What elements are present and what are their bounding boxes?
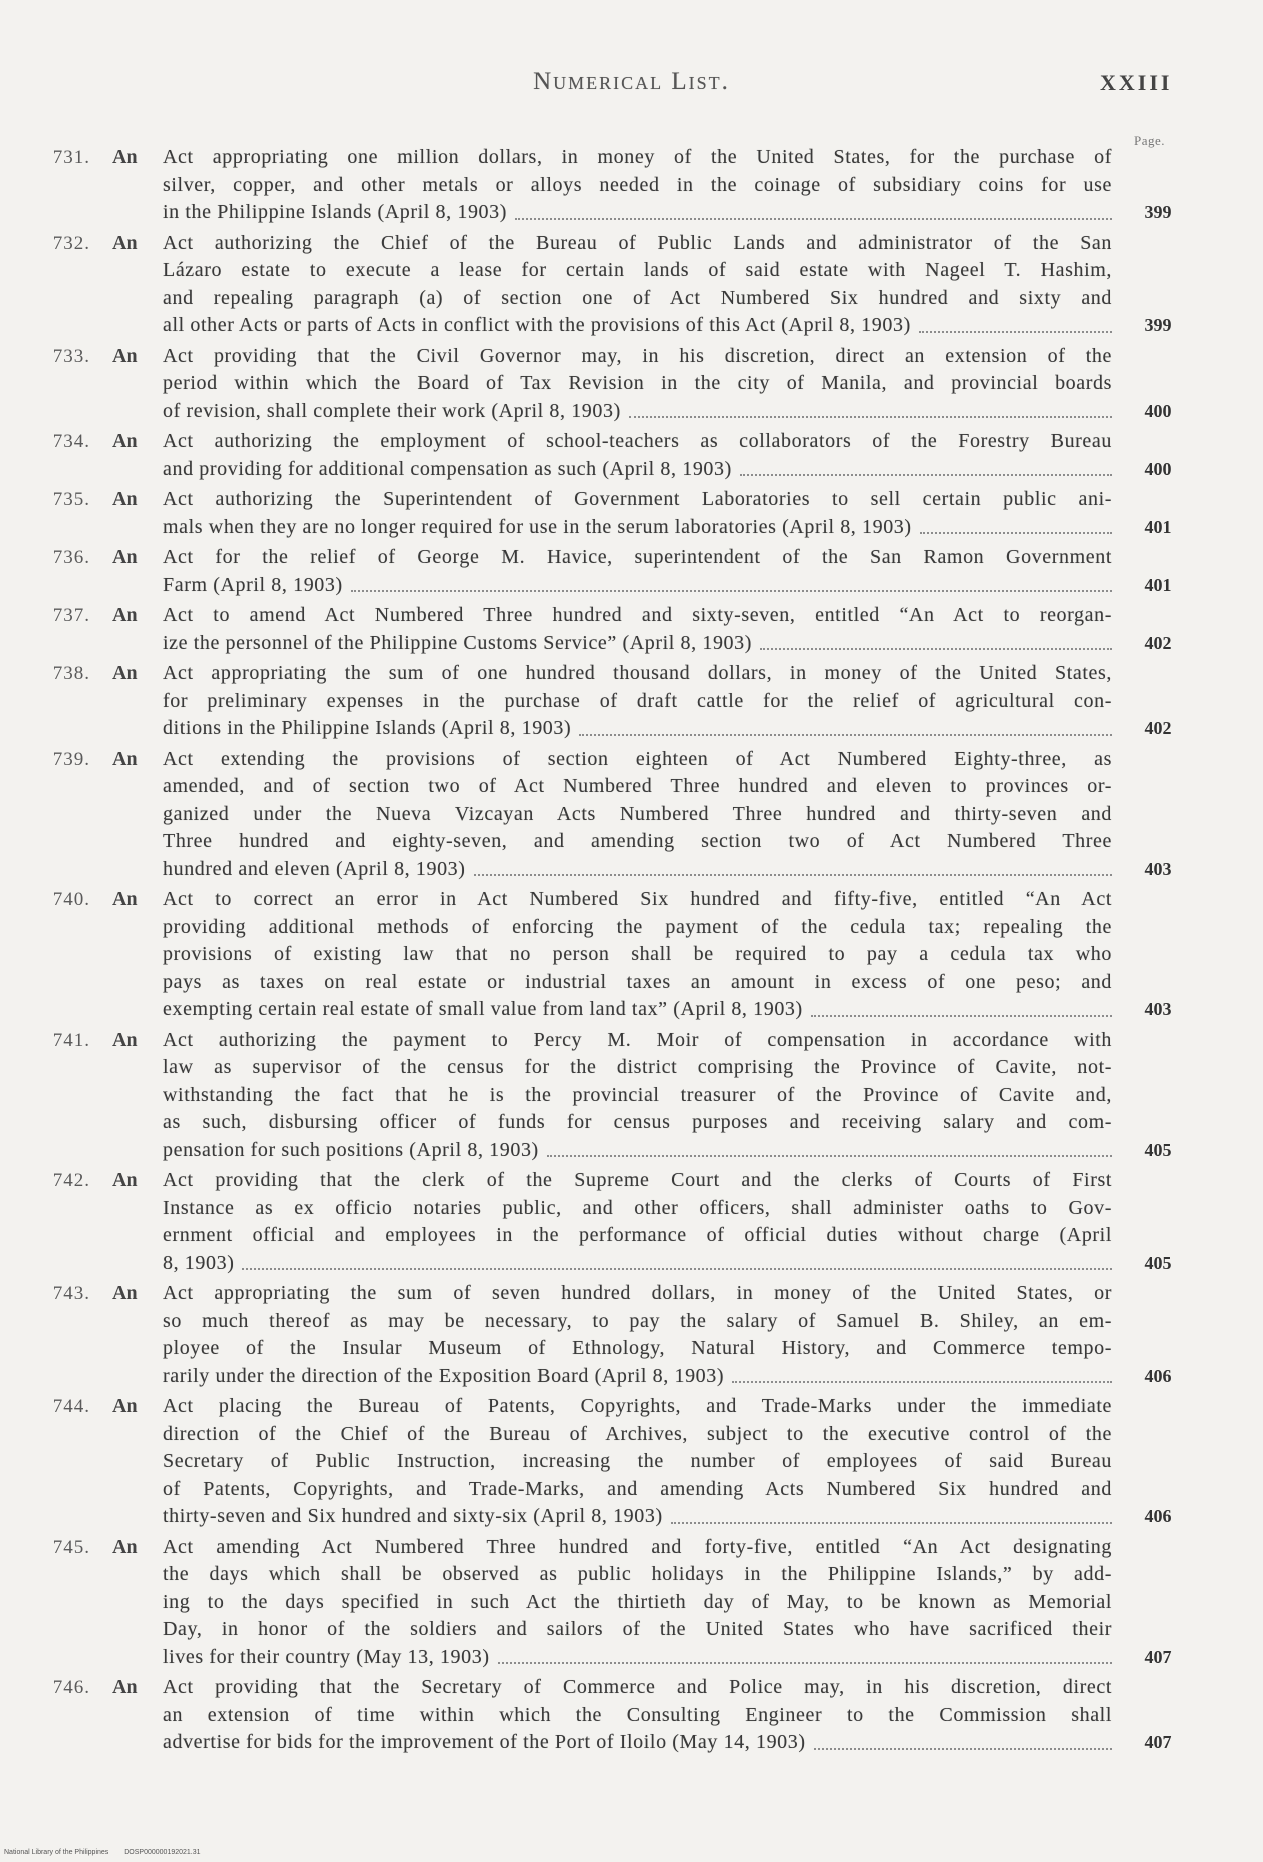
dot-leader [498,1662,1112,1664]
act-text-line: so much thereof as may be necessary, to pay the salary of Samuel B. Shiley, an em- [163,1309,1112,1332]
act-text-line: pensation for such positions (April 8, 1903) [163,1138,539,1161]
act-number: 742. [52,1170,90,1191]
act-lead-word: An [112,888,138,910]
dot-leader [351,590,1112,592]
act-text-line: silver, copper, and other metals or alloys needed in the coinage of subsidiary coins for use [163,173,1112,196]
running-head-title: Numerical List. [533,68,730,95]
act-lead-word: An [112,146,138,168]
act-number: 741. [52,1029,90,1051]
act-number: 737. [52,605,90,626]
act-number: 736. [52,547,90,568]
dot-leader [547,1155,1112,1157]
act-text-line: thirty-seven and Six hundred and sixty-six (April 8, 1903) [163,1505,663,1527]
page-number: 407 [1144,1646,1172,1667]
act-text-line: Act for the relief of George M. Havice, superintendent of the San Ramon Government [163,546,1112,568]
dot-leader [920,532,1112,534]
act-text-line: and providing for additional compensation as such (April 8, 1903) [163,457,732,480]
act-text-line: Act amending Act Numbered Three hundred and forty-five, entitled “An Act designating [163,1535,1112,1558]
act-last-line [163,715,1112,743]
act-text-line: ployee of the Insular Museum of Ethnology, Natural History, and Commerce tempo- [163,1337,1112,1359]
act-last-line [163,856,1112,884]
act-last-line [163,1644,1112,1672]
page-number: 402 [1144,632,1172,653]
page-number: 402 [1144,718,1172,738]
page-number: 405 [1144,1139,1172,1160]
dot-leader [732,1381,1112,1383]
act-entry [0,144,1172,227]
act-text-line: Act authorizing the Chief of the Bureau of Public Lands and administrator of the San [163,231,1112,254]
page-number: 400 [1144,400,1172,421]
act-description [163,1280,1112,1390]
act-number: 746. [52,1677,90,1698]
act-text-line: Instance as ex officio notaries public, and other officers, shall administer oaths to Gov- [163,1196,1112,1219]
library-credit: National Library of the Philippines [4,1849,109,1856]
act-number: 738. [52,663,90,684]
act-text-line: Act authorizing the payment to Percy M. Moir of compensation in accordance with [163,1028,1112,1051]
act-description [163,1167,1112,1277]
dot-leader [740,474,1112,476]
act-text-line: hundred and eleven (April 8, 1903) [163,857,466,880]
act-description [163,230,1112,340]
dot-leader [919,331,1112,333]
act-text-line: Lázaro estate to execute a lease for certain lands of said estate with Nageel T. Hashim, [163,259,1112,281]
act-description [163,1534,1112,1672]
act-entry [0,746,1172,884]
act-description [163,1674,1112,1757]
act-text-line: ernment official and employees in the performance of official duties without charge (April [163,1224,1112,1246]
act-text-line: mals when they are no longer required for use in the serum laboratories (April 8, 1903) [163,515,912,538]
act-text-line: Act to correct an error in Act Numbered Six hundred and fifty-five, entitled “An Act [163,888,1112,910]
act-lead-word: An [112,1676,138,1698]
act-number: 740. [52,889,90,910]
act-text-line: Three hundred and eighty-seven, and amending section two of Act Numbered Three [163,830,1112,852]
act-last-line [163,630,1112,658]
act-text-line: withstanding the fact that he is the provincial treasurer of the Province of Cavite and, [163,1083,1112,1106]
act-description [163,1393,1112,1531]
dot-leader [671,1522,1112,1524]
dot-leader [515,218,1112,220]
act-last-line [163,514,1112,542]
act-description [163,886,1112,1024]
act-last-line [163,199,1112,227]
dot-leader [242,1268,1112,1270]
act-text-line: rarily under the direction of the Exposition Board (April 8, 1903) [163,1364,725,1387]
page-number: 401 [1144,574,1172,595]
act-description [163,1027,1112,1165]
act-text-line: provisions of existing law that no person shall be required to pay a cedula tax who [163,943,1112,965]
act-text-line: 8, 1903) [163,1251,235,1274]
act-last-line [163,1250,1112,1278]
act-text-line: of Patents, Copyrights, and Trade-Marks, and amending Acts Numbered Six hundred and [163,1477,1112,1500]
act-number: 732. [52,232,90,254]
page-number: 401 [1144,516,1172,537]
act-lead-word: An [112,604,138,626]
act-description [163,746,1112,884]
act-text-line: amended, and of section two of Act Numbered Three hundred and eleven to provinces or- [163,775,1112,797]
act-text-line: Act providing that the clerk of the Supreme Court and the clerks of Courts of First [163,1169,1112,1191]
act-number: 735. [52,489,90,510]
scan-footer [4,1849,201,1856]
act-text-line: ize the personnel of the Philippine Customs Service” (April 8, 1903) [163,631,753,654]
page-number: 406 [1144,1365,1172,1386]
act-entry [0,544,1172,599]
act-number: 743. [52,1283,90,1304]
act-lead-word: An [112,546,138,568]
act-text-line: the days which shall be observed as public holidays in the Philippine Islands,” by add- [163,1563,1112,1585]
act-number: 731. [52,147,90,168]
act-description [163,486,1112,541]
page-number: 399 [1144,202,1172,222]
act-text-line: Act appropriating the sum of seven hundred dollars, in money of the United States, or [163,1282,1112,1304]
act-text-line: Act appropriating one million dollars, in money of the United States, for the purchase of [163,146,1112,168]
act-text-line: Act authorizing the employment of school-teachers as collaborators of the Forestry Bureau [163,430,1112,452]
act-text-line: ganized under the Nueva Vizcayan Acts Numbered Three hundred and thirty-seven and [163,802,1112,825]
page-number: 403 [1144,858,1172,879]
act-text-line: Act placing the Bureau of Patents, Copyrights, and Trade-Marks under the immediate [163,1395,1112,1417]
act-text-line: for preliminary expenses in the purchase of draft cattle for the relief of agricultural con- [163,689,1112,712]
act-entry [0,660,1172,743]
act-number: 734. [52,431,90,452]
page-column-label: Page. [1134,133,1166,148]
act-last-line [163,1729,1112,1757]
act-description [163,660,1112,743]
act-text-line: Act to amend Act Numbered Three hundred and sixty-seven, entitled “An Act to reorgan- [163,604,1112,626]
act-entry [0,1674,1172,1757]
act-entry [0,1167,1172,1277]
act-description [163,144,1112,227]
dot-leader [814,1748,1112,1750]
act-text-line: Act providing that the Secretary of Commerce and Police may, in his discretion, direct [163,1676,1112,1698]
act-entry [0,343,1172,426]
act-description [163,428,1112,483]
act-lead-word: An [112,1395,138,1417]
act-text-line: ing to the days specified in such Act the thirtieth day of May, to be known as Memorial [163,1590,1112,1613]
page-number: 400 [1144,458,1172,479]
act-entry [0,602,1172,657]
act-lead-word: An [112,1535,138,1558]
act-text-line: Secretary of Public Instruction, increasing the number of employees of said Bureau [163,1450,1112,1472]
act-text-line: law as supervisor of the census for the district comprising the Province of Cavite, not- [163,1056,1112,1078]
act-entry [0,230,1172,340]
act-text-line: Act extending the provisions of section eighteen of Act Numbered Eighty-three, as [163,747,1112,770]
act-last-line [163,572,1112,600]
act-text-line: pays as taxes on real estate or industrial taxes an amount in excess of one peso; and [163,970,1112,993]
act-text-line: lives for their country (May 13, 1903) [163,1645,490,1668]
act-entry [0,1027,1172,1165]
page-number: 399 [1144,315,1172,335]
dot-leader [629,416,1112,418]
act-text-line: Day, in honor of the soldiers and sailors of the United States who have sacrificed their [163,1618,1112,1640]
page-number-roman: XXIII [1100,70,1173,95]
act-text-line: advertise for bids for the improvement of the Port of Iloilo (May 14, 1903) [163,1731,806,1753]
act-text-line: direction of the Chief of the Bureau of Archives, subject to the executive control of the [163,1422,1112,1445]
act-entry [0,1280,1172,1390]
act-lead-word: An [112,662,138,684]
act-text-line: an extension of time within which the Consulting Engineer to the Commission shall [163,1703,1112,1726]
dot-leader [474,874,1112,876]
page-number: 403 [1144,999,1172,1019]
act-last-line [163,1503,1112,1531]
act-text-line: in the Philippine Islands (April 8, 1903) [163,201,508,223]
act-lead-word: An [112,488,138,510]
act-text-line: Act authorizing the Superintendent of Government Laboratories to sell certain public ani- [163,488,1112,510]
act-text-line: providing additional methods of enforcing the payment of the cedula tax; repealing the [163,915,1112,938]
act-last-line [163,398,1112,426]
act-text-line: as such, disbursing officer of funds for census purposes and receiving salary and com- [163,1111,1112,1133]
act-text-line: Farm (April 8, 1903) [163,573,343,596]
act-lead-word: An [112,1169,138,1191]
dot-leader [579,734,1112,736]
act-entry [0,1393,1172,1531]
act-text-line: of revision, shall complete their work (April 8, 1903) [163,399,621,422]
dot-leader [760,648,1112,650]
act-last-line [163,456,1112,484]
page-number: 406 [1144,1506,1172,1526]
act-last-line [163,996,1112,1024]
act-text-line: ditions in the Philippine Islands (April 8, 1903) [163,717,572,739]
act-lead-word: An [112,1028,138,1051]
dot-leader [811,1015,1112,1017]
act-lead-word: An [112,1282,138,1304]
act-number: 733. [52,345,90,367]
act-number: 745. [52,1536,90,1558]
act-lead-word: An [112,231,138,254]
act-entry [0,428,1172,483]
act-list [0,144,1263,1757]
act-description [163,343,1112,426]
act-text-line: Act providing that the Civil Governor may, in his discretion, direct an extension of the [163,344,1112,367]
act-entry [0,1534,1172,1672]
act-entry [0,486,1172,541]
page-number: 405 [1144,1252,1172,1273]
act-number: 739. [52,748,90,770]
act-number: 744. [52,1396,90,1417]
act-text-line: Act appropriating the sum of one hundred thousand dollars, in money of the United States, [163,662,1112,684]
act-description [163,602,1112,657]
act-last-line [163,1137,1112,1165]
act-description [163,544,1112,599]
act-lead-word: An [112,747,138,770]
act-last-line [163,1363,1112,1391]
act-text-line: all other Acts or parts of Acts in conflict with the provisions of this Act (April 8, 1903) [163,314,911,336]
act-entry [0,886,1172,1024]
act-last-line [163,312,1112,340]
act-text-line: period within which the Board of Tax Revision in the city of Manila, and provincial boards [163,372,1112,394]
scan-reference: DOSP000000192021.31 [124,1849,201,1856]
act-lead-word: An [112,344,138,367]
act-text-line: exempting certain real estate of small value from land tax” (April 8, 1903) [163,998,803,1020]
act-lead-word: An [112,430,138,452]
act-text-line: and repealing paragraph (a) of section one of Act Numbered Six hundred and sixty and [163,286,1112,309]
page-number: 407 [1144,1732,1172,1752]
